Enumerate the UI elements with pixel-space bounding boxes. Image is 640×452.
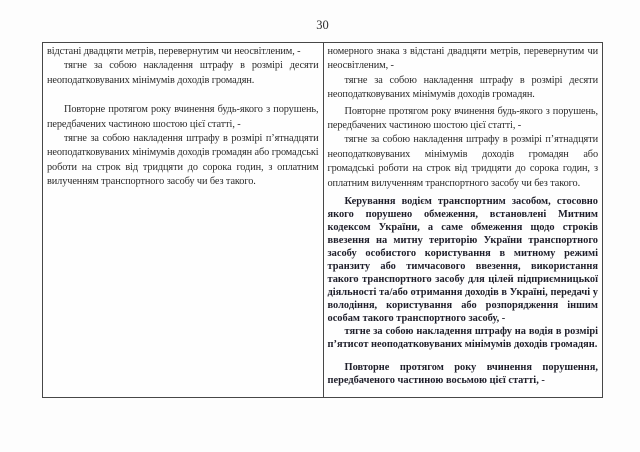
right-paragraph-customs-sanction: тягне за собою накладення штрафу на водія в розмірі п’ятисот неоподатковуваних мінімумів доходів громадян. [327,326,598,351]
left-paragraph-repeat-offense: Повторне протягом року вчинення будь-якого з порушень, передбачених частиною шостою цієї статті, - [47,104,319,130]
right-paragraph-repeat-sanction: тягне за собою накладення штрафу в розмірі п’ятнадцяти неоподатковуваних мінімумів доходів громадян або громадські роботи на строк від тридцяти до сорока годин, з оплатним вилученням транспортного засобу чи без такого. [327,134,598,189]
left-paragraph-sanction: тягне за собою накладення штрафу в розмірі десяти неоподатковуваних мінімумів доходів громадян. [47,60,319,86]
law-comparison-table [42,42,603,398]
right-paragraph-repeat-offense: Повторне протягом року вчинення будь-якого з порушень, передбачених частиною шостою цієї статті, - [327,105,598,132]
page-number: 30 [316,18,329,32]
right-paragraph-customs-violation: Керування водієм транспортним засобом, стосовно якого порушено обмеження, встановлені Митним кодексом України, а саме обмеження щодо строків ввезення на митну територію України транспортного засобу особистого користування в митному режимі транзиту або тимчасового ввезення, використання такого транспортного засобу для цілей підприємницької діяльності та/або отримання доходів в Україні, передачі у володіння, користування або розпорядження іншим особам такого транспортного засобу, - [327,196,598,325]
right-column-cell [323,43,603,397]
left-paragraph-repeat-sanction: тягне за собою накладення штрафу в розмірі п’ятнадцяти неоподатковуваних мінімумів доходів громадян або громадські роботи на строк від тридцяти до сорока годин, з оплатним вилученням транспортного засобу чи без такого. [47,133,319,188]
right-paragraph-sanction: тягне за собою накладення штрафу в розмірі десяти неоподатковуваних мінімумів доходів громадян. [327,74,598,101]
left-column-cell [43,43,323,397]
right-paragraph-continuation: номерного знака з відстані двадцяти метрів, перевернутим чи неосвітленим, - [327,46,598,72]
left-paragraph-continuation: відстані двадцяти метрів, перевернутим чи неосвітленим, - [47,46,301,57]
right-paragraph-customs-repeat: Повторне протягом року вчинення порушення, передбаченого частиною восьмою цієї статті, - [327,362,598,387]
